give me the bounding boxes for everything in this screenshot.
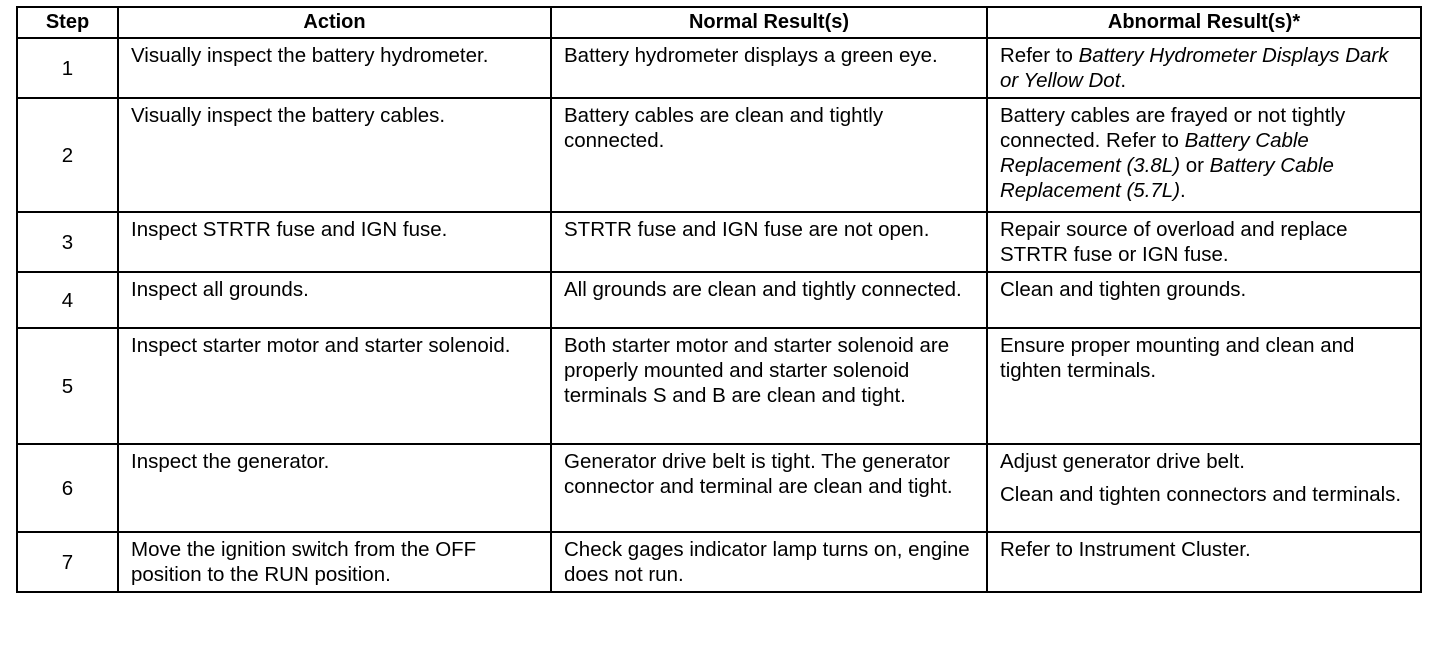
header-normal-results: Normal Result(s) [551,7,987,38]
action-cell: Inspect the generator. [118,444,551,532]
step-number: 7 [17,532,118,592]
table-row [17,38,1421,98]
action-cell: Inspect STRTR fuse and IGN fuse. [118,212,551,272]
normal-result-cell: STRTR fuse and IGN fuse are not open. [551,212,987,272]
abnormal-reference: Battery Cable Replacement (3.8L) [1000,129,1309,177]
abnormal-result-cell [987,328,1421,444]
header-action: Action [118,7,551,38]
abnormal-text: Repair source of overload and replace STRTR fuse or IGN fuse. [1000,218,1348,266]
abnormal-text: . [1180,179,1186,202]
table-row [17,272,1421,328]
header-abnormal-results: Abnormal Result(s)* [987,7,1421,38]
table-row [17,532,1421,592]
header-step: Step [17,7,118,38]
abnormal-result-cell [987,272,1421,328]
action-cell: Move the ignition switch from the OFF position to the RUN position. [118,532,551,592]
normal-result-cell: Battery hydrometer displays a green eye. [551,38,987,98]
table-row [17,328,1421,444]
abnormal-text: . [1120,69,1127,92]
abnormal-result-cell [987,98,1421,212]
normal-result-cell: Both starter motor and starter solenoid are properly mounted and starter solenoid terminals S and B are clean and tight. [551,328,987,444]
action-cell: Inspect all grounds. [118,272,551,328]
step-number: 2 [17,98,118,212]
abnormal-result-cell [987,444,1421,532]
abnormal-reference: Battery Cable Replacement (5.7L) [1000,154,1334,202]
normal-result-cell: Generator drive belt is tight. The generator connector and terminal are clean and tight. [551,444,987,532]
step-number: 5 [17,328,118,444]
action-cell: Inspect starter motor and starter solenoid. [118,328,551,444]
table-row [17,212,1421,272]
table-header-row [17,7,1421,38]
abnormal-paragraph: Adjust generator drive belt. [1000,450,1245,473]
abnormal-result-cell [987,38,1421,98]
normal-result-cell: Check gages indicator lamp turns on, engine does not run. [551,532,987,592]
normal-result-cell: Battery cables are clean and tightly connected. [551,98,987,212]
abnormal-text: Battery cables are frayed or not tightly connected. Refer to [1000,104,1346,152]
abnormal-paragraph: Clean and tighten connectors and terminals. [1000,483,1402,506]
abnormal-text: Ensure proper mounting and clean and tighten terminals. [1000,334,1355,382]
abnormal-text: Refer to Instrument Cluster. [1000,538,1251,561]
step-number: 6 [17,444,118,532]
abnormal-result-cell [987,532,1421,592]
abnormal-reference: Battery Hydrometer Displays Dark or Yellow Dot [1000,44,1389,92]
action-cell: Visually inspect the battery cables. [118,98,551,212]
step-number: 3 [17,212,118,272]
abnormal-text: Clean and tighten grounds. [1000,278,1247,301]
abnormal-text: or [1180,154,1210,177]
table-row [17,444,1421,532]
abnormal-text: Refer to [1000,44,1079,67]
diagnostic-table [16,6,1422,593]
abnormal-result-cell [987,212,1421,272]
step-number: 1 [17,38,118,98]
normal-result-cell: All grounds are clean and tightly connected. [551,272,987,328]
step-number: 4 [17,272,118,328]
action-cell: Visually inspect the battery hydrometer. [118,38,551,98]
table-row [17,98,1421,212]
